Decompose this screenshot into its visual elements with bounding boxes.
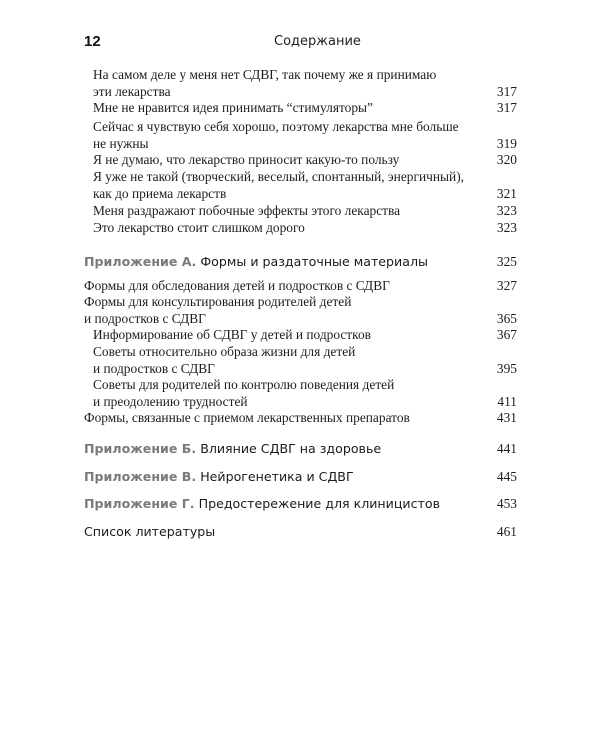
toc-entry-title: Советы для родителей по контролю поведения детей и преодолению трудностей <box>93 377 395 409</box>
toc-entry <box>93 100 517 117</box>
appendix-label: Приложение Б. <box>84 441 197 456</box>
toc-entry-title: На самом деле у меня нет СДВГ, так почему же я принимаю эти лекарства <box>93 67 437 99</box>
toc-entry-title: Это лекарство стоит слишком дорого <box>93 220 305 235</box>
toc-entry-title: Я не думаю, что лекарство приносит какую-то пользу <box>93 152 400 167</box>
section-title: Формы и раздаточные материалы <box>200 254 428 269</box>
toc-entry <box>93 119 517 152</box>
toc-entry-title: Формы, связанные с приемом лекарственных препаратов <box>84 410 410 425</box>
toc-entry-page: 461 <box>496 524 517 539</box>
toc-entry <box>93 203 517 220</box>
toc-entry-page: 325 <box>496 254 517 269</box>
section-title: Предостережение для клиницистов <box>198 496 440 511</box>
toc-entry-page: 365 <box>496 310 517 326</box>
toc-entry <box>84 278 517 295</box>
toc-entry-title: Советы относительно образа жизни для детей и подростков с СДВГ <box>93 344 356 376</box>
toc-entry-page: 317 <box>496 100 517 115</box>
toc-entry <box>93 67 517 100</box>
toc-entry <box>93 344 517 377</box>
toc-entry-page: 320 <box>496 152 517 167</box>
toc-entry-title: Формы для консультирования родителей детей и подростков с СДВГ <box>84 294 352 326</box>
toc-entry-page: 431 <box>496 410 517 425</box>
toc-entry-page: 453 <box>496 496 517 511</box>
toc-entry-page: 445 <box>496 469 517 484</box>
toc-entry <box>93 152 517 169</box>
toc-entry-page: 317 <box>496 83 517 99</box>
toc-entry-page: 395 <box>496 360 517 376</box>
toc-entry <box>84 294 517 327</box>
toc-entry-page: 327 <box>496 278 517 293</box>
page-number: 12 <box>84 33 101 50</box>
section-title: Список литературы <box>84 524 216 539</box>
toc-section-appendix-c <box>84 469 517 486</box>
toc-section-references <box>84 524 517 541</box>
appendix-label: Приложение В. <box>84 469 197 484</box>
toc-entry-page: 367 <box>496 327 517 342</box>
running-head: Содержание <box>274 34 361 49</box>
toc-entry <box>93 327 517 344</box>
appendix-label: Приложение А. <box>84 254 197 269</box>
toc-section-appendix-b <box>84 441 517 458</box>
toc-entry-page: 319 <box>496 135 517 151</box>
toc-entry <box>93 169 517 202</box>
toc-entry-page: 441 <box>496 441 517 456</box>
section-title: Нейрогенетика и СДВГ <box>200 469 354 484</box>
toc-section-appendix-d <box>84 496 517 513</box>
toc-section-appendix-a <box>84 254 517 271</box>
appendix-label: Приложение Г. <box>84 496 195 511</box>
toc-entry <box>84 410 517 427</box>
toc-entry-page: 323 <box>496 203 517 218</box>
toc-entry-title: Меня раздражают побочные эффекты этого лекарства <box>93 203 401 218</box>
toc-entry-title: Информирование об СДВГ у детей и подростков <box>93 327 371 342</box>
section-title: Влияние СДВГ на здоровье <box>200 441 382 456</box>
toc-entry-page: 321 <box>496 185 517 201</box>
toc-entry-page: 323 <box>496 220 517 235</box>
page-header <box>84 33 517 53</box>
toc-entry-title: Я уже не такой (творческий, веселый, спонтанный, энергичный), как до приема лекарств <box>93 169 465 201</box>
toc-entry-title: Сейчас я чувствую себя хорошо, поэтому лекарства мне больше не нужны <box>93 119 459 151</box>
toc-entry-title: Формы для обследования детей и подростков с СДВГ <box>84 278 390 293</box>
toc-entry-title: Мне не нравится идея принимать “стимуляторы” <box>93 100 373 115</box>
toc-entry <box>93 377 517 410</box>
toc-entry-page: 411 <box>497 393 517 409</box>
toc-entry <box>93 220 517 237</box>
